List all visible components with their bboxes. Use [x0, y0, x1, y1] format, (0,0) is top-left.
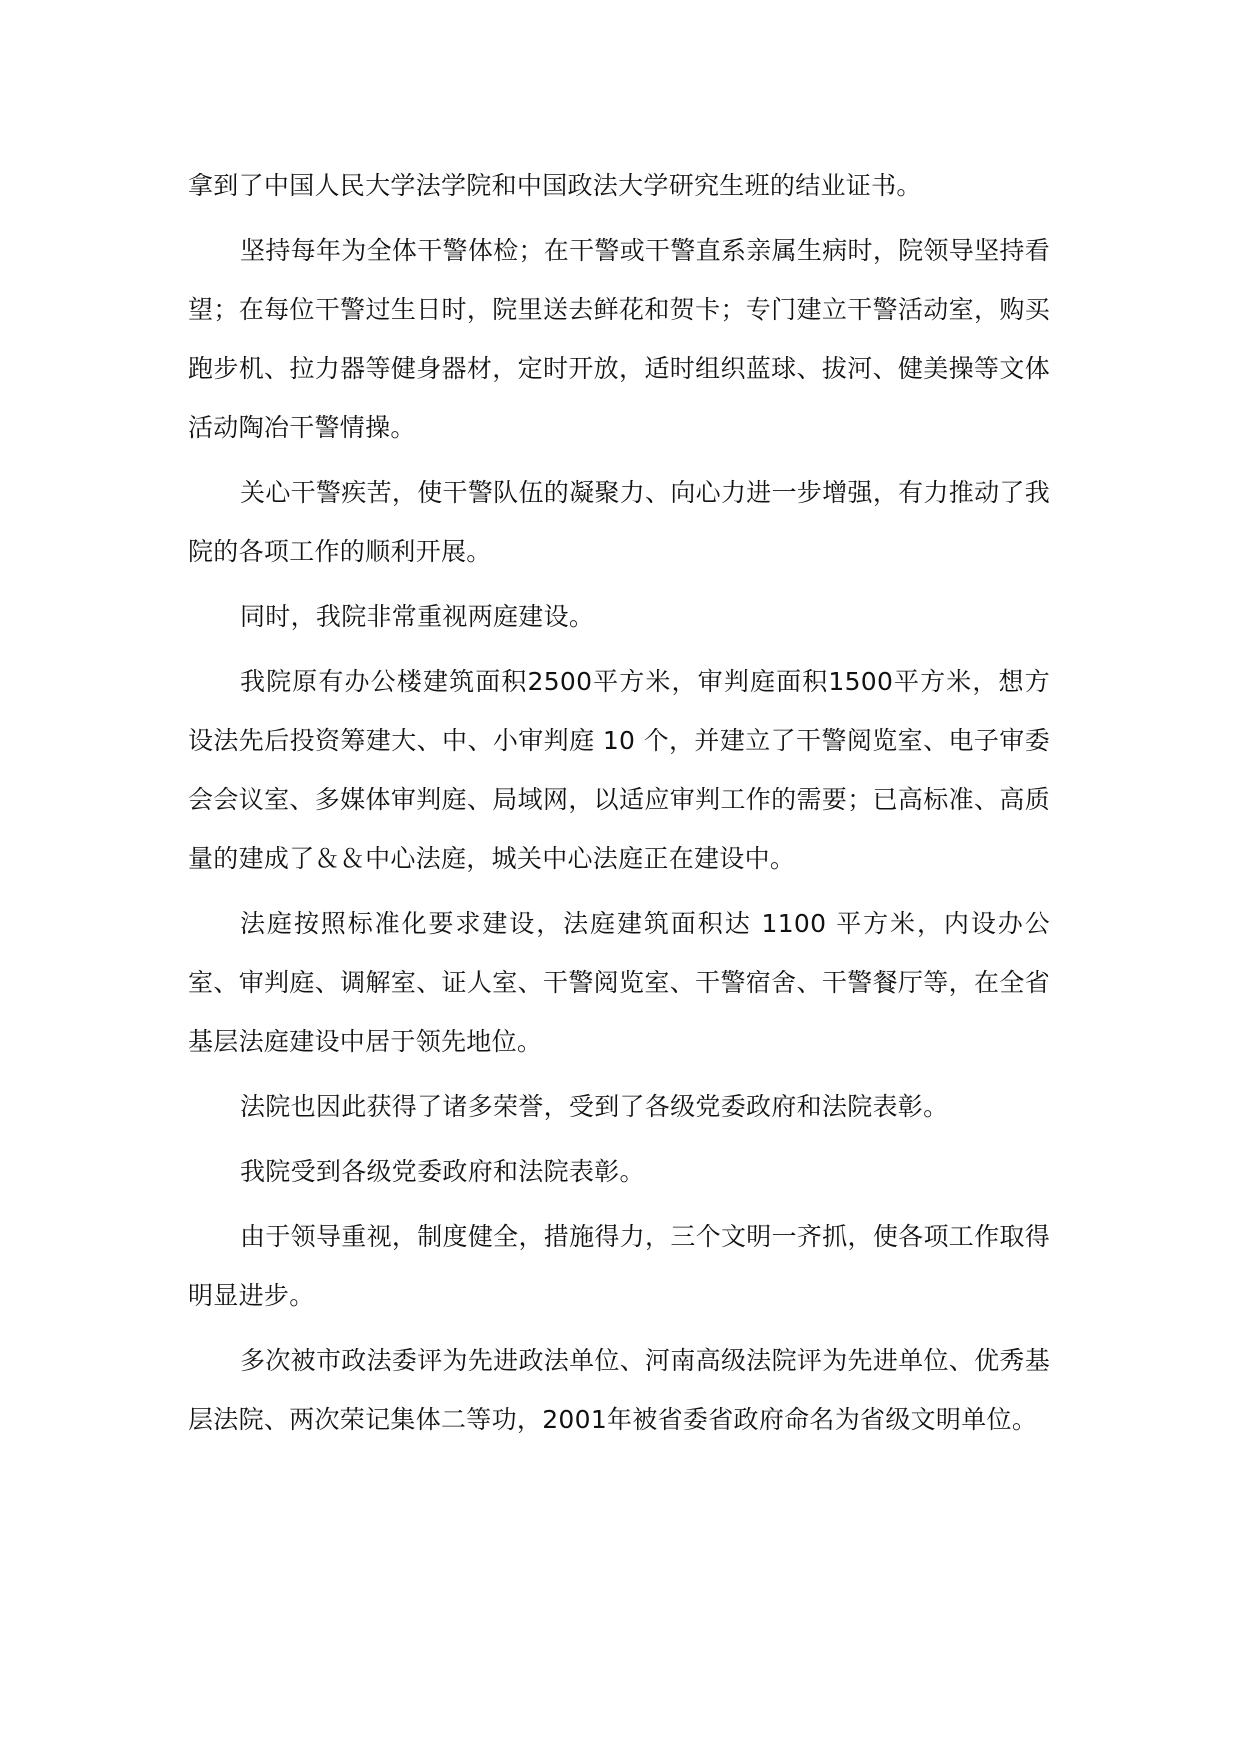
document-body [188, 156, 1050, 1455]
paragraph: 法院也因此获得了诸多荣誉，受到了各级党委政府和法院表彰。 [240, 1092, 949, 1121]
paragraph: 由于领导重视，制度健全，措施得力，三个文明一齐抓，使各项工作取得明显进步。 [188, 1222, 1050, 1310]
paragraph: 我院受到各级党委政府和法院表彰。 [240, 1157, 645, 1186]
paragraph: 法庭按照标准化要求建设，法庭建筑面积达 1100 平方米，内设办公室、审判庭、调解室、证人室、干警阅览室、干警宿舍、干警餐厅等，在全省基层法庭建设中居于领先地位。 [188, 909, 1050, 1056]
paragraph: 关心干警疾苦，使干警队伍的凝聚力、向心力进一步增强，有力推动了我院的各项工作的顺利开展。 [188, 478, 1050, 566]
paragraph: 同时，我院非常重视两庭建设。 [240, 602, 595, 631]
paragraph: 我院原有办公楼建筑面积2500平方米，审判庭面积1500平方米，想方设法先后投资筹建大、中、小审判庭 10 个，并建立了干警阅览室、电子审委会会议室、多媒体审判庭、局域网，以适应审判工作的需要；已高标准、高质量的建成了＆＆中心法庭，城关中心法庭正在建设中。 [188, 667, 1050, 873]
paragraph: 拿到了中国人民大学法学院和中国政法大学研究生班的结业证书。 [188, 171, 922, 200]
paragraph: 坚持每年为全体干警体检；在干警或干警直系亲属生病时，院领导坚持看望；在每位干警过生日时，院里送去鲜花和贺卡；专门建立干警活动室，购买跑步机、拉力器等健身器材，定时开放，适时组织蓝球、拔河、健美操等文体活动陶冶干警情操。 [188, 236, 1050, 442]
paragraph: 多次被市政法委评为先进政法单位、河南高级法院评为先进单位、优秀基层法院、两次荣记集体二等功，2001年被省委省政府命名为省级文明单位。 [188, 1346, 1050, 1434]
